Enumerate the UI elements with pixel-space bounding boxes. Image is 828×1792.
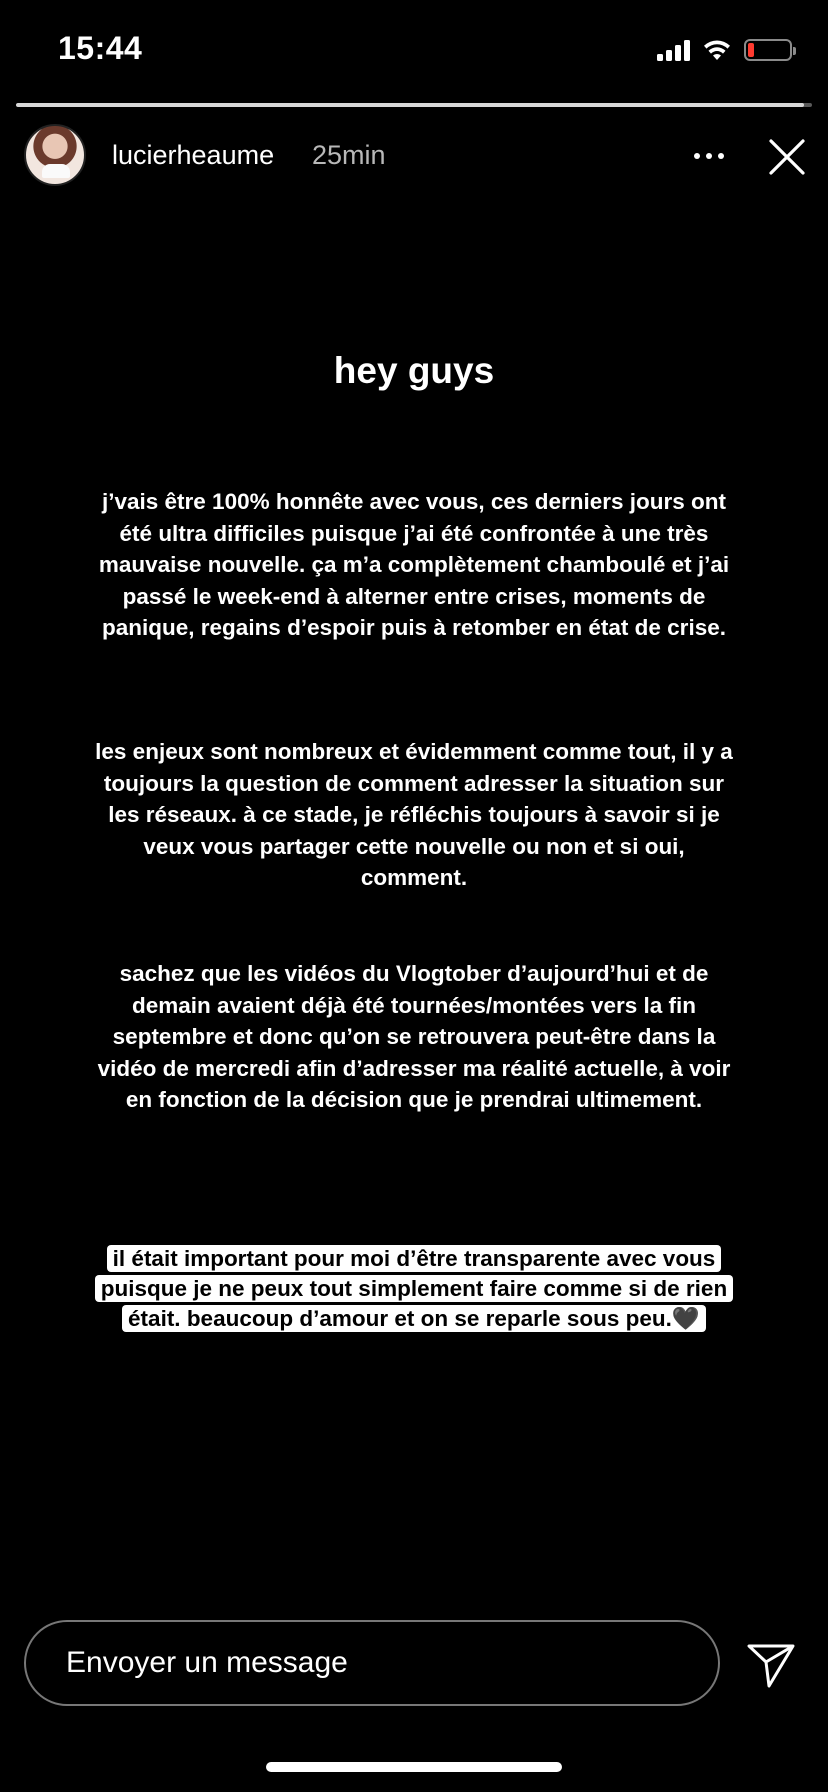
- status-icons: [657, 36, 792, 64]
- highlighted-text-block: [94, 1244, 734, 1334]
- battery-level: [748, 43, 754, 57]
- close-icon[interactable]: [762, 132, 812, 182]
- cellular-signal-icon: [657, 39, 690, 61]
- story-paragraph-2: les enjeux sont nombreux et évidemment comme tout, il y a toujours la question de comment adresser la situation sur les réseaux. à ce stade, je réfléchis toujours à savoir si je veux vous partager cette nouvelle ou non et si oui, comment.: [95, 739, 733, 890]
- wifi-icon: [702, 38, 732, 62]
- message-input-placeholder: Envoyer un message: [66, 1646, 348, 1679]
- status-time: 15:44: [58, 30, 143, 66]
- home-indicator[interactable]: [266, 1762, 562, 1772]
- send-icon[interactable]: [744, 1638, 798, 1692]
- story-progress-bar: [16, 103, 812, 107]
- story-timestamp: 25min: [312, 140, 386, 170]
- story-progress-fill: [16, 103, 804, 107]
- story-paragraph-3: sachez que les vidéos du Vlogtober d’aujourd’hui et de demain avaient déjà été tournées/montées vers la fin septembre et donc qu’on se retrouvera peut-être dans la vidéo de mercredi afin d’adresser ma réalité actuelle, à voir en fonction de la décision que je prendrai ultimement.: [97, 961, 731, 1112]
- highlighted-text: il était important pour moi d’être transparente avec vous puisque je ne peux tout simplement faire comme si de rien était. beaucoup d’amour et on se reparle sous peu.🖤: [95, 1245, 733, 1332]
- battery-icon: [744, 39, 792, 61]
- story-heading: hey guys: [333, 350, 495, 391]
- message-input[interactable]: [24, 1620, 720, 1706]
- avatar[interactable]: [24, 124, 86, 186]
- more-dots-icon: [694, 153, 700, 159]
- story-paragraph-1: j’vais être 100% honnête avec vous, ces derniers jours ont été ultra difficiles puisque j’ai été confrontée à une très mauvaise nouvelle. ça m’a complètement chamboulé et j’ai passé le week-end à alterner entre crises, moments de panique, regains d’espoir puis à retomber en état de crise.: [98, 489, 730, 640]
- story-header: [0, 120, 828, 192]
- status-bar: [0, 0, 828, 100]
- username[interactable]: lucierheaume: [112, 140, 275, 170]
- more-options-button[interactable]: [684, 140, 734, 172]
